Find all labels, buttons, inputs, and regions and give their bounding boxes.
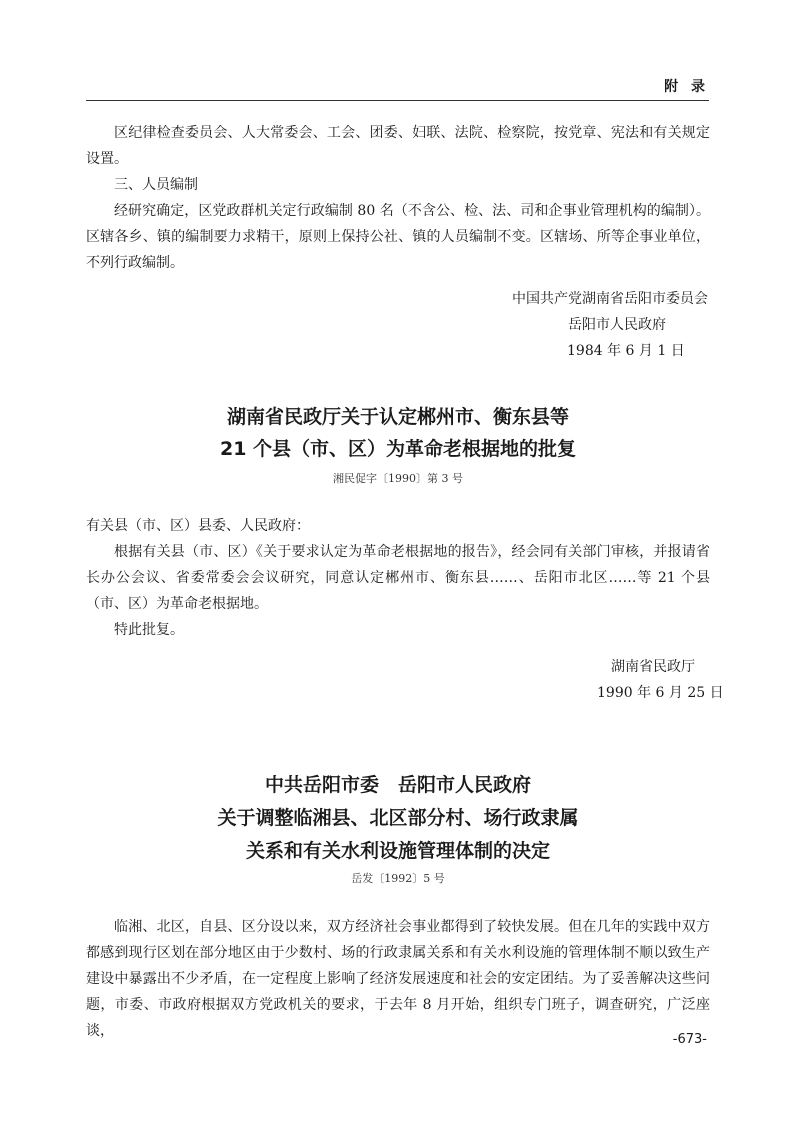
doc2-signature-org: 湖南省民政厅 xyxy=(611,659,695,675)
intro-paragraph-2: 经研究确定，区党政群机关定行政编制 80 名（不含公、检、法、司和企事业管理机构的编制）。区辖各乡、镇的编制要力求精干，原则上保持公社、镇的人员编制不变。区辖场、所等企事业单位，不列行政编制。 xyxy=(86,203,710,271)
signature-date-1: 1984 年 6 月 1 日 xyxy=(567,343,685,359)
intro-section xyxy=(86,120,710,276)
doc2-title-line-1: 湖南省民政厅关于认定郴州市、衡东县等 xyxy=(226,406,569,428)
doc2-signature-date: 1990 年 6 月 25 日 xyxy=(597,685,724,701)
doc2-closing: 特此批复。 xyxy=(114,622,184,638)
page-number: -673- xyxy=(672,1032,707,1047)
doc3-paragraph: 临湘、北区，自县、区分设以来，双方经济社会事业都得到了较快发展。但在几年的实践中双方都感到现行区划在部分地区由于少数村、场的行政隶属关系和有关水利设施的管理体制不顺以致生产建设中暴露出不少矛盾，在一定程度上影响了经济发展速度和社会的安定团结。为了妥善解决这些问题，市委、市政府根据双方党政机关的要求，于去年 8 月开始，组织专门班子，调查研究，广泛座谈， xyxy=(86,919,710,1039)
doc2-body xyxy=(86,513,710,643)
doc2-addressee: 有关县（市、区）县委、人民政府： xyxy=(86,518,310,534)
section-header: 附 录 xyxy=(664,79,709,95)
intro-paragraph-1: 区纪律检查委员会、人大常委会、工会、团委、妇联、法院、检察院，按党章、宪法和有关规定设置。 xyxy=(86,125,710,167)
doc2-title-line-2: 21 个县（市、区）为革命老根据地的批复 xyxy=(219,438,577,460)
doc3-title-line-3: 关系和有关水利设施管理体制的决定 xyxy=(245,840,550,862)
doc3-document-number: 岳发〔1992〕5 号 xyxy=(351,872,445,885)
doc3-title-line-2: 关于调整临湘县、北区部分村、场行政隶属 xyxy=(217,807,579,829)
doc2-document-number: 湘民促字〔1990〕第 3 号 xyxy=(333,472,463,485)
header-divider xyxy=(86,100,709,101)
doc3-title-line-1: 中共岳阳市委 岳阳市人民政府 xyxy=(264,774,531,796)
signature-org-2: 岳阳市人民政府 xyxy=(568,317,666,333)
intro-heading-staffing: 三、人员编制 xyxy=(114,177,198,193)
signature-org-1: 中国共产党湖南省岳阳市委员会 xyxy=(512,291,708,307)
doc3-body xyxy=(86,914,710,1044)
doc2-paragraph: 根据有关县（市、区）《关于要求认定为革命老根据地的报告》，经会同有关部门审核，并报请省长办公会议、省委常委会会议研究，同意认定郴州市、衡东县……、岳阳市北区……等 21 个县（市、区）为革命老根据地。 xyxy=(86,544,710,612)
